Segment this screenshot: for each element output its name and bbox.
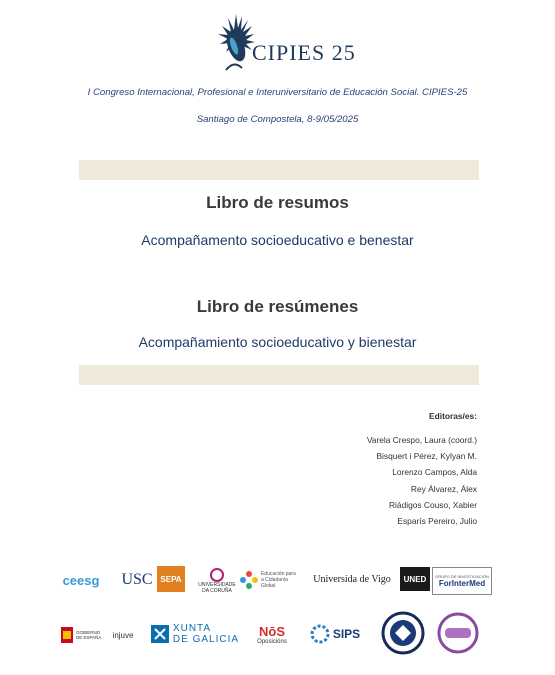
logo-wordmark: CIPIES 25 <box>252 40 356 65</box>
decorative-band-top <box>79 160 479 180</box>
book-title-spanish: Libro de resúmenes <box>196 297 359 316</box>
ceesg-text: ceesg <box>62 572 100 588</box>
udc-emblem-icon <box>209 568 225 582</box>
edu-global-flower-icon <box>239 570 259 590</box>
uned-text: UNED <box>403 574 427 584</box>
editor-name: Varela Crespo, Laura (coord.) <box>366 435 477 445</box>
editors-block <box>217 411 477 529</box>
editors-heading: Editoras/es: <box>429 411 477 421</box>
edu-global-text: Educación para a Cidadanía Global <box>261 571 296 589</box>
xunta-emblem-icon <box>151 625 169 643</box>
spain-crest-icon <box>60 625 74 645</box>
nos-text: NōS <box>259 623 285 639</box>
uvigo-text: Universida de Vigo <box>313 573 391 585</box>
ceesg-logo <box>56 566 106 594</box>
editor-name: Rey Álvarez, Álex <box>410 483 477 494</box>
sepa-text: SEPA <box>160 574 182 584</box>
sips-logo <box>305 619 365 649</box>
editor-name: Esparís Pereiro, Julio <box>397 516 477 527</box>
purple-badge-logo <box>436 611 480 655</box>
editor-name: Lorenzo Campos, Alda <box>392 467 477 478</box>
forintermed-text: ForInterMed <box>438 579 486 588</box>
udc-logo <box>197 565 237 597</box>
seal-icon <box>381 611 425 655</box>
nos-logo <box>248 619 296 649</box>
uvigo-logo <box>313 566 391 592</box>
edu-global-logo <box>238 566 300 594</box>
decorative-band-bottom <box>79 365 479 385</box>
udc-text-2: DA CORUÑA <box>202 588 232 594</box>
place-date: Santiago de Compostela, 8-9/05/2025 <box>196 114 359 125</box>
sips-dots-icon <box>310 624 330 644</box>
nos-sub-text: Oposicións <box>257 638 287 645</box>
book-subtitle-spanish: Acompañamiento socioeducativo y bienestar <box>138 334 417 350</box>
gobierno-text: GOBIERNO DE ESPAÑA <box>76 630 102 640</box>
xunta-text-block <box>173 623 239 645</box>
congress-title: I Congreso Internacional, Profesional e Interuniversitario de Educación Social. CIPIES-25 <box>87 87 468 98</box>
xunta-logo <box>150 619 240 649</box>
book-subtitle-galician: Acompañamento socioeducativo e benestar <box>141 232 414 248</box>
udc-text-1: UNIVERSIDADE <box>198 582 236 588</box>
sips-text: SIPS <box>332 627 361 641</box>
association-seal-logo <box>381 611 425 655</box>
injuve-logo <box>108 624 138 646</box>
gobierno-logo <box>58 620 108 650</box>
uned-logo <box>400 567 430 591</box>
xunta-text-2: DE GALICIA <box>172 634 240 645</box>
editor-name: Riádigos Couso, Xabier <box>389 499 477 510</box>
sepa-logo <box>157 566 185 592</box>
cipies-logo <box>212 10 356 78</box>
purple-badge-icon <box>437 612 479 654</box>
injuve-text: injuve <box>112 630 134 640</box>
editor-name: Bisquert i Pérez, Kylyan M. <box>376 451 477 462</box>
usc-text: USC <box>121 571 153 588</box>
usc-logo <box>117 568 157 592</box>
book-title-galician: Libro de resumos <box>206 193 349 212</box>
forintermed-top-text: GRUPO DE INVESTIGACIÓN <box>435 574 489 579</box>
xunta-text-1: XUNTA <box>172 623 212 634</box>
forintermed-logo <box>432 567 492 595</box>
